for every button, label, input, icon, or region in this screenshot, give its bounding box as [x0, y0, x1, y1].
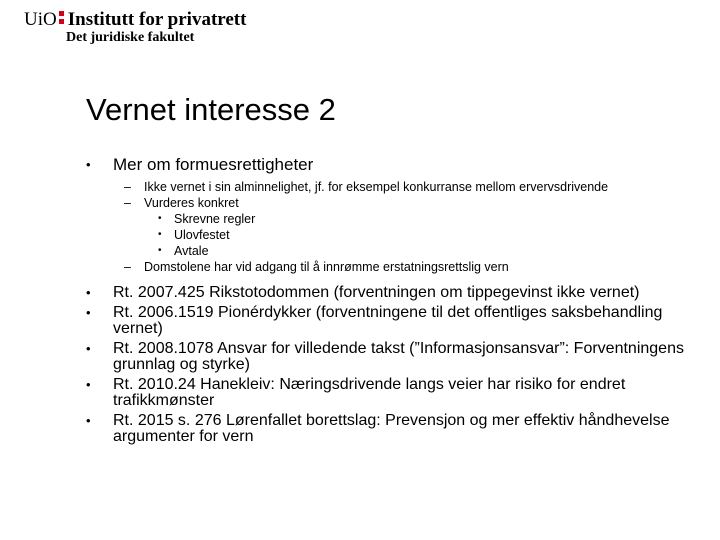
sub-point-text: Ikke vernet i sin alminnelighet, jf. for eksempel konkurranse mellom ervervsdrivende: [144, 180, 609, 194]
institution-logo: [24, 10, 246, 46]
logo-uio-text: UiO: [24, 9, 57, 30]
case-text: Rt. 2008.1078 Ansvar for villedende takst (”Informasjonsansvar”: Forventningens grunnlag og styrke): [113, 340, 684, 373]
sub-sub-point: [86, 243, 686, 259]
logo-institute-name: Institutt for privatrett: [67, 9, 247, 30]
sub-point-text: Domstolene har vid adgang til å innrømme erstatningsrettslig vern: [144, 260, 509, 274]
bullet-icon: •: [86, 285, 91, 300]
bullet-icon: •: [86, 305, 91, 320]
case-item: [86, 305, 686, 337]
logo-colon-icon: [59, 11, 65, 25]
main-point-text: Mer om formuesrettigheter: [113, 155, 314, 174]
sub-sub-point-text: Avtale: [174, 244, 209, 258]
bullet-icon: •: [86, 341, 91, 356]
case-item: [86, 285, 686, 301]
sub-sub-point-text: Ulovfestet: [174, 228, 230, 242]
slide-title: Vernet interesse 2: [86, 92, 336, 127]
slide-content: [86, 155, 686, 445]
bullet-icon: •: [158, 245, 162, 256]
sub-sub-point: [86, 227, 686, 243]
sub-sub-point: [86, 211, 686, 227]
case-item: [86, 377, 686, 409]
sub-sub-point-text: Skrevne regler: [174, 212, 256, 226]
dash-icon: –: [124, 196, 131, 210]
case-item: [86, 413, 686, 445]
dash-icon: –: [124, 260, 131, 274]
case-text: Rt. 2015 s. 276 Lørenfallet borettslag: Prevensjon og mer effektiv håndhevelse argumenter for vern: [113, 412, 670, 445]
case-text: Rt. 2010.24 Hanekleiv: Næringsdrivende langs veier har risiko for endret trafikkmønster: [113, 376, 626, 409]
sub-point-b: [86, 195, 686, 211]
bullet-icon: •: [158, 213, 162, 224]
bullet-icon: •: [86, 157, 91, 172]
case-text: Rt. 2006.1519 Pionérdykker (forventningene til det offentliges saksbehandling vernet): [113, 304, 663, 337]
bullet-icon: •: [86, 377, 91, 392]
dash-icon: –: [124, 180, 131, 194]
main-point: [86, 155, 686, 175]
sub-point-a: [86, 179, 686, 195]
case-text: Rt. 2007.425 Rikstotodommen (forventningen om tippegevinst ikke vernet): [113, 284, 640, 301]
sub-point-text: Vurderes konkret: [144, 196, 239, 210]
logo-line-top: [24, 10, 246, 30]
logo-faculty-name: Det juridiske fakultet: [66, 30, 195, 45]
bullet-icon: •: [158, 229, 162, 240]
bullet-icon: •: [86, 413, 91, 428]
sub-point-c: [86, 259, 686, 275]
case-item: [86, 341, 686, 373]
